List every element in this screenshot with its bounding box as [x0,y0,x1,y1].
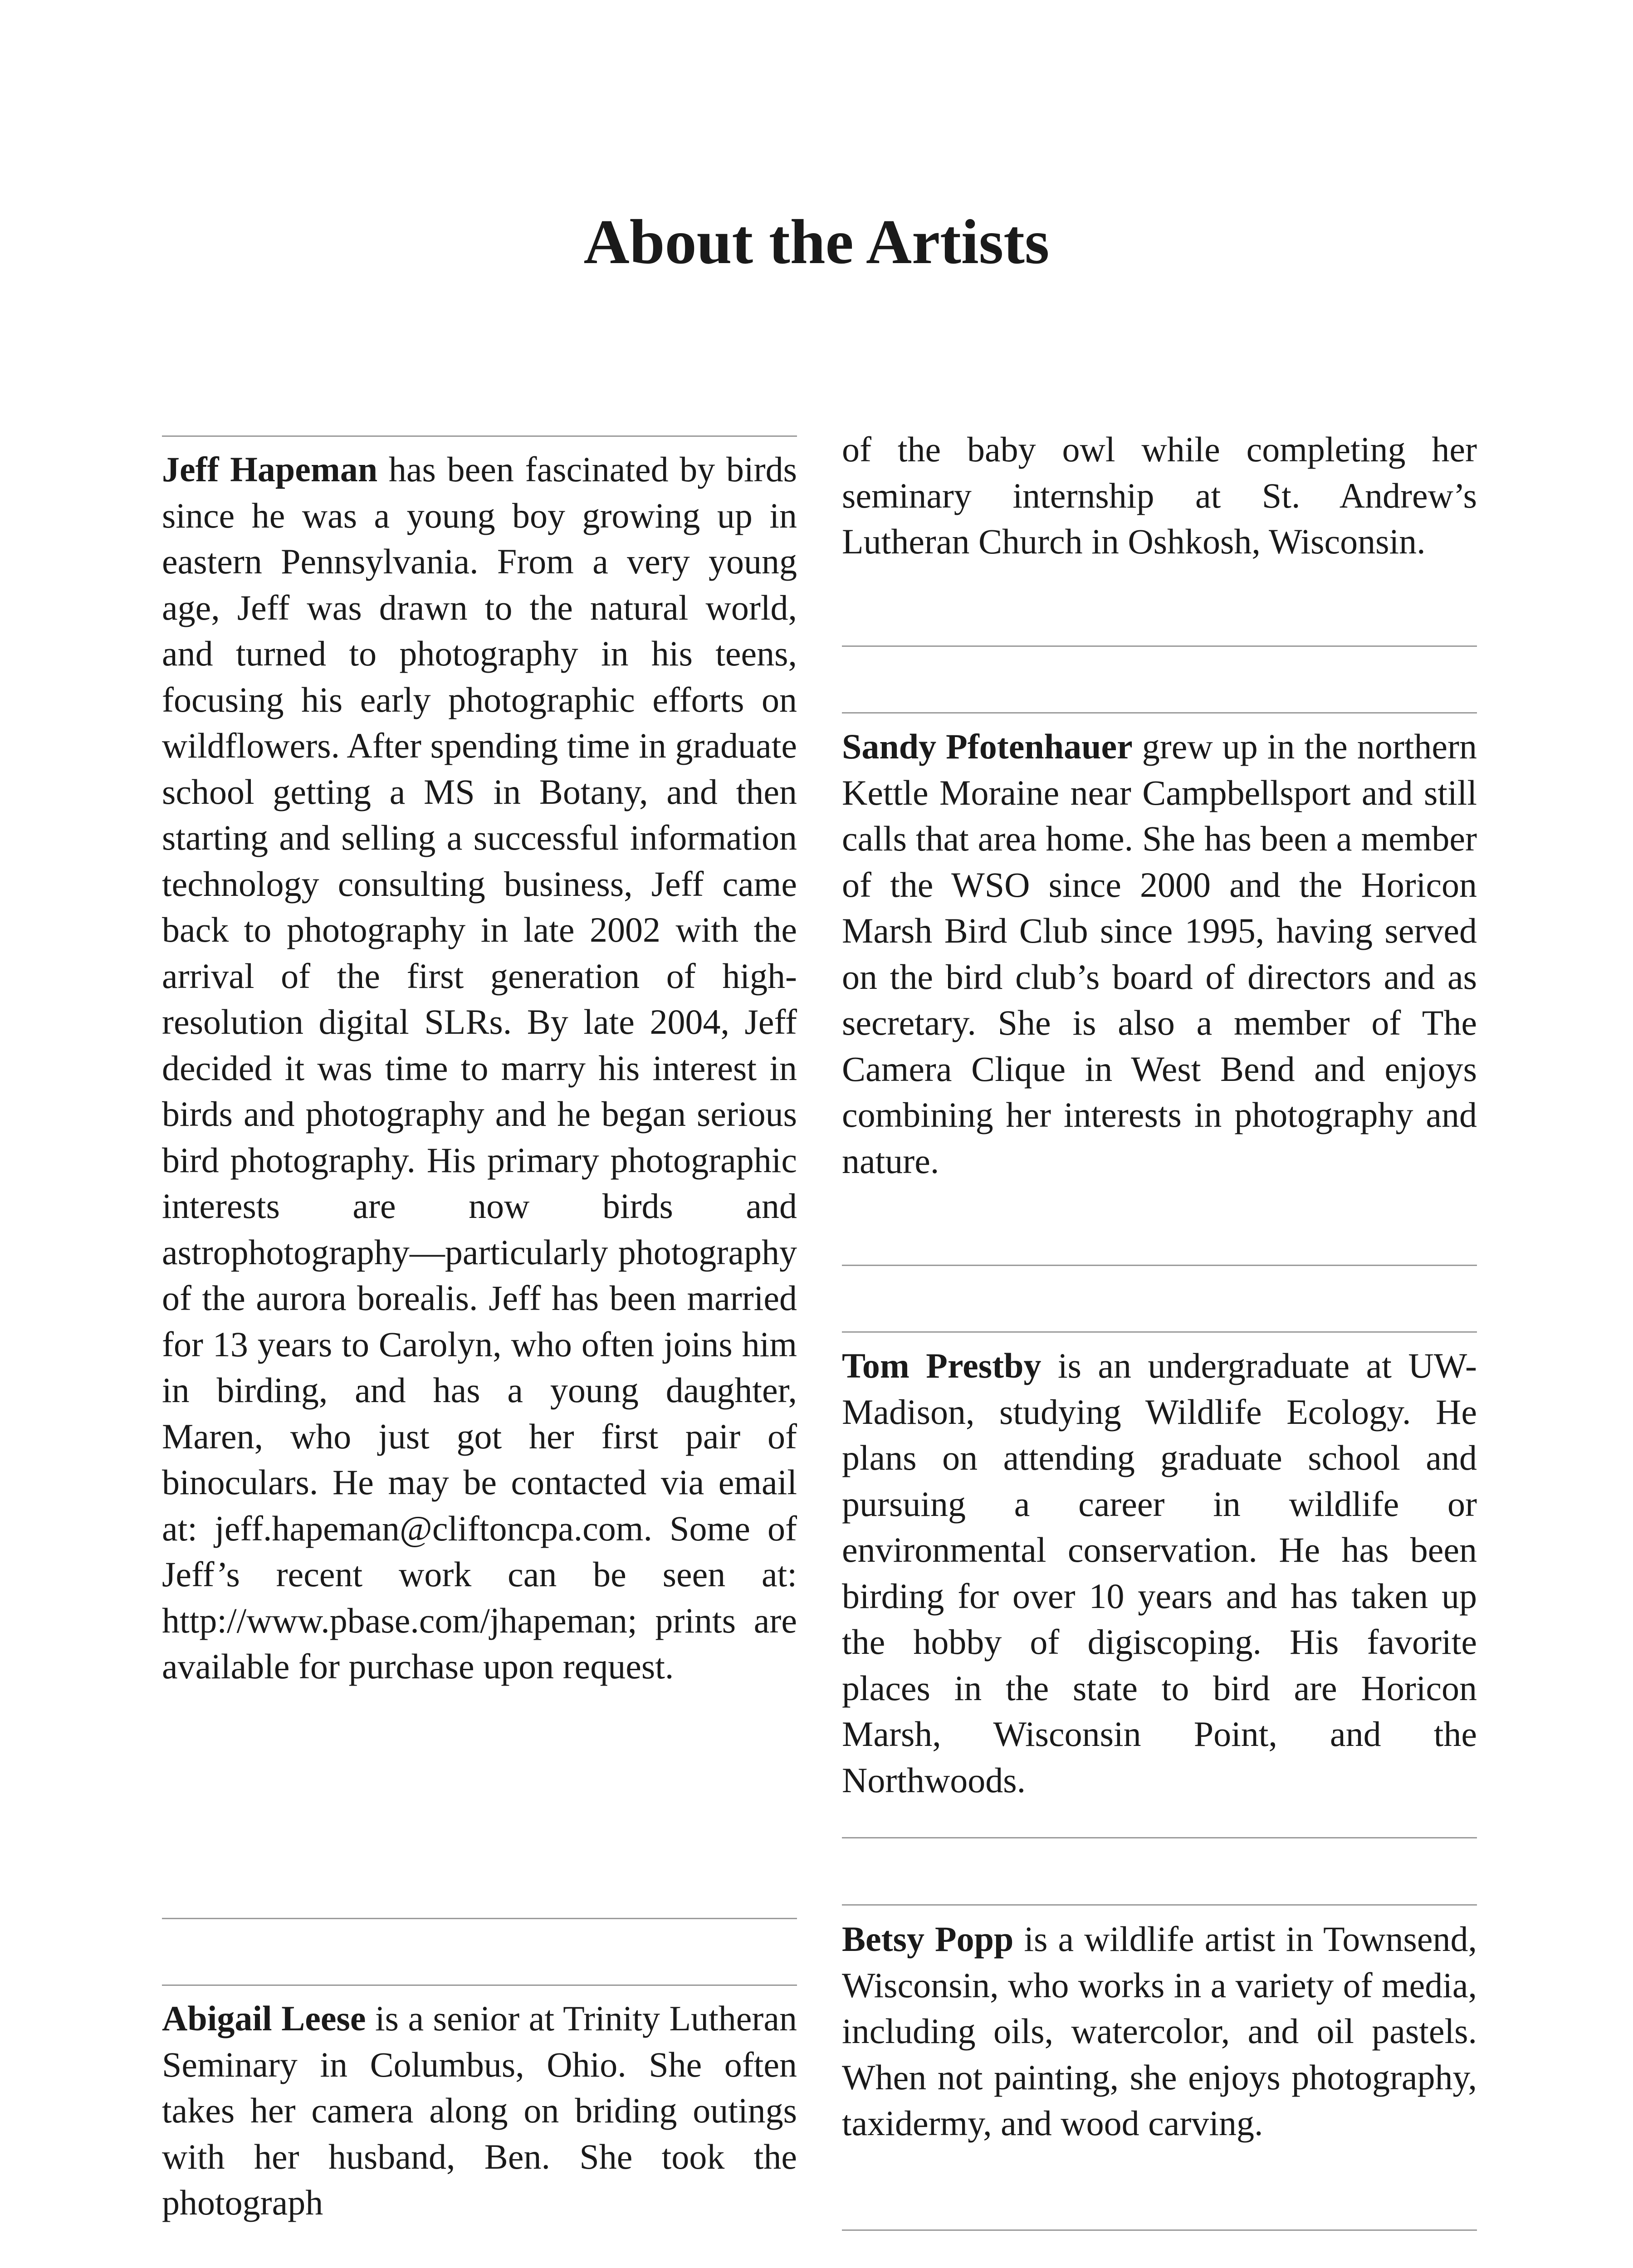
divider-rule [842,712,1477,714]
bio-text: has been fascinated by birds since he was a young boy growing up in eastern Pennsylvania. From a very young age, Jeff was drawn to the natural world, and turned to photography in his teens, focusing his early photographic efforts on wildflowers. After spending time in graduate school getting a MS in Botany, and then starting and selling a successful information technology consulting business, Jeff came back to photography in late 2002 with the arrival of the first generation of high-resolution digital SLRs. By late 2004, Jeff decided it was time to marry his interest in birds and photography and he began serious bird photography. His primary photographic interests are now birds and astrophotography—particularly photography of the aurora borealis. Jeff has been married for 13 years to Carolyn, who often joins him in birding, and has a young daughter, Maren, who just got her first pair of binoculars. He may be contacted via email at: jeff.hapeman@cliftoncpa.com. Some of Jeff’s recent work can be seen at: http://www.pbase.com/jhapeman; prints are available for purchase upon request. [162,450,797,1686]
divider-rule [842,1331,1477,1333]
bio-text: is an undergraduate at UW-Madison, studying Wildlife Ecology. He plans on attending graduate school and pursuing a career in wildlife or environmental conservation. He has been birding for over 10 years and has taken up the hobby of digiscoping. His favorite places in the state to bird are Horicon Marsh, Wisconsin Point, and the Northwoods. [842,1346,1477,1800]
bio-abigail-leese-continued [842,426,1477,565]
bio-jeff-hapeman [162,446,797,1690]
bio-text: grew up in the northern Kettle Moraine near Campbellsport and still calls that area home. She has been a member of the WSO since 2000 and the Horicon Marsh Bird Club since 1995, having served on the bird club’s board of directors and as secretary. She is also a member of The Camera Clique in West Bend and enjoys combining her interests in photography and nature. [842,727,1477,1181]
bio-text: is a senior at Trinity Lutheran Seminary in Columbus, Ohio. She often takes her camera along on briding outings with her husband, Ben. She took the photograph [162,1999,797,2222]
artist-name: Sandy Pfotenhauer [842,727,1133,766]
divider-rule [842,1904,1477,1906]
bio-abigail-leese [162,1995,797,2226]
divider-rule [162,1984,797,1986]
divider-rule [842,1265,1477,1266]
divider-rule [162,1918,797,1919]
divider-rule [842,2229,1477,2231]
divider-rule [162,435,797,437]
bio-sandy-pfotenhauer [842,723,1477,1184]
artist-name: Betsy Popp [842,1919,1014,1959]
bio-betsy-popp [842,1916,1477,2146]
artist-name: Tom Prestby [842,1346,1041,1385]
artist-name: Jeff Hapeman [162,450,378,489]
page-title: About the Artists [583,207,1050,277]
bio-text: of the baby owl while completing her seminary internship at St. Andrew’s Lutheran Church in Oshkosh, Wisconsin. [842,430,1477,561]
divider-rule [842,645,1477,647]
divider-rule [842,1837,1477,1838]
bio-tom-prestby [842,1343,1477,1803]
artist-name: Abigail Leese [162,1999,366,2038]
bio-text: is a wildlife artist in Townsend, Wisconsin, who works in a variety of media, including oils, watercolor, and oil pastels. When not painting, she enjoys photography, taxidermy, and wood carving. [842,1919,1477,2143]
